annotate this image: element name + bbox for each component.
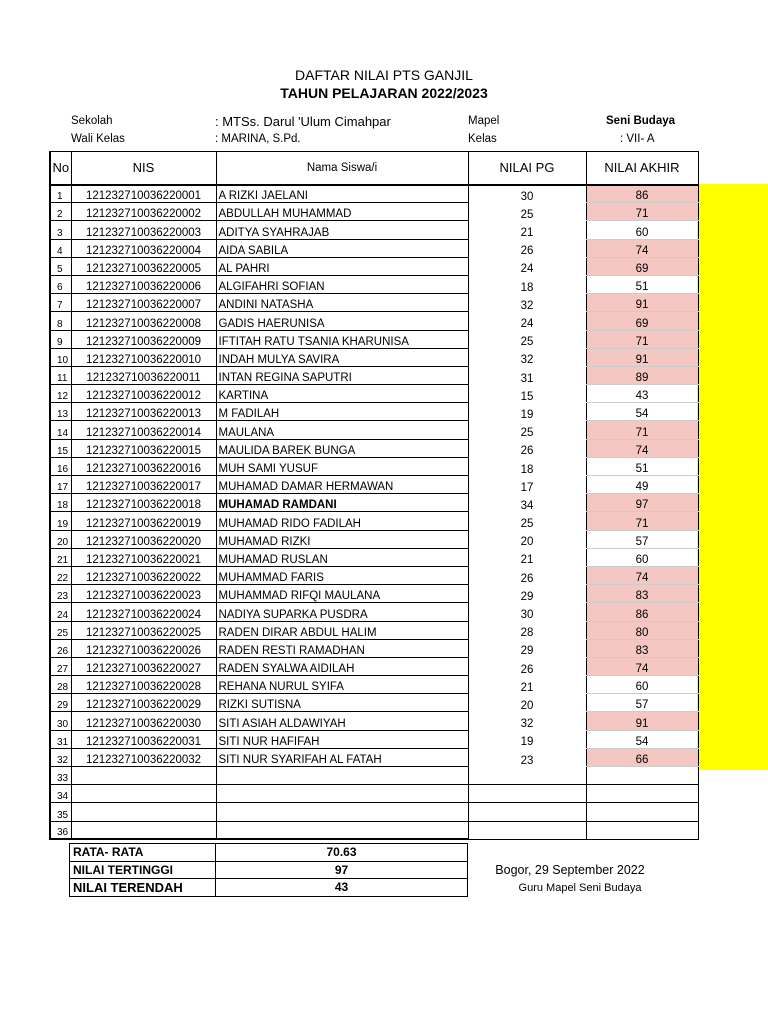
row-number: 32 xyxy=(50,748,71,766)
header-no: No xyxy=(50,152,71,185)
student-nis: 121232710036220031 xyxy=(71,730,216,748)
nilai-akhir-value: 54 xyxy=(586,403,698,421)
table-row-empty xyxy=(50,767,698,785)
summary-row-terendah xyxy=(70,879,468,897)
student-nis: 121232710036220010 xyxy=(71,348,216,366)
table-row xyxy=(50,476,698,494)
grades-body xyxy=(50,185,698,840)
table-row xyxy=(50,621,698,639)
table-row xyxy=(50,730,698,748)
nilai-pg-value: 32 xyxy=(468,348,586,366)
table-row xyxy=(50,512,698,530)
nilai-tertinggi-value: 97 xyxy=(216,861,468,879)
signature-place-date: Bogor, 29 September 2022 xyxy=(495,863,645,877)
table-row xyxy=(50,294,698,312)
row-number: 24 xyxy=(50,603,71,621)
row-number: 11 xyxy=(50,366,71,384)
table-row xyxy=(50,312,698,330)
student-name xyxy=(216,785,468,803)
student-nis: 121232710036220027 xyxy=(71,657,216,675)
table-row xyxy=(50,203,698,221)
student-name: MUHAMAD RIZKI xyxy=(216,530,468,548)
nilai-akhir-value xyxy=(586,821,698,839)
table-row xyxy=(50,457,698,475)
nilai-akhir-value: 91 xyxy=(586,712,698,730)
student-nis: 121232710036220004 xyxy=(71,239,216,257)
nilai-pg-value: 28 xyxy=(468,621,586,639)
student-nis: 121232710036220026 xyxy=(71,639,216,657)
nilai-akhir-value: 71 xyxy=(586,330,698,348)
nilai-akhir-value: 89 xyxy=(586,366,698,384)
student-nis: 121232710036220020 xyxy=(71,530,216,548)
nilai-akhir-value: 66 xyxy=(586,748,698,766)
nilai-pg-value: 18 xyxy=(468,457,586,475)
nilai-akhir-value: 54 xyxy=(586,730,698,748)
row-number: 5 xyxy=(50,257,71,275)
mapel-value: Seni Budaya xyxy=(606,115,676,127)
row-number: 2 xyxy=(50,203,71,221)
nilai-akhir-value: 71 xyxy=(586,512,698,530)
nilai-pg-value: 30 xyxy=(468,603,586,621)
nilai-pg-value: 29 xyxy=(468,639,586,657)
table-row xyxy=(50,439,698,457)
student-name: MUHAMAD RIDO FADILAH xyxy=(216,512,468,530)
nilai-terendah-label: NILAI TERENDAH xyxy=(70,879,216,897)
student-nis: 121232710036220025 xyxy=(71,621,216,639)
row-number: 1 xyxy=(50,185,71,203)
sekolah-value: : MTSs. Darul 'Ulum Cimahpar xyxy=(215,114,391,129)
student-nis xyxy=(71,803,216,821)
student-nis: 121232710036220013 xyxy=(71,403,216,421)
student-nis: 121232710036220006 xyxy=(71,275,216,293)
student-nis: 121232710036220009 xyxy=(71,330,216,348)
student-name: M FADILAH xyxy=(216,403,468,421)
row-number: 23 xyxy=(50,585,71,603)
header-nilai-pg: NILAI PG xyxy=(468,152,586,185)
table-row xyxy=(50,639,698,657)
nilai-akhir-value: 57 xyxy=(586,530,698,548)
student-name: AL PAHRI xyxy=(216,257,468,275)
student-name: MAULANA xyxy=(216,421,468,439)
nilai-akhir-value: 74 xyxy=(586,657,698,675)
row-number: 16 xyxy=(50,457,71,475)
table-header-row xyxy=(50,152,698,185)
student-name: MUHAMMAD RIFQI MAULANA xyxy=(216,585,468,603)
student-name: MUHAMAD DAMAR HERMAWAN xyxy=(216,476,468,494)
row-number: 18 xyxy=(50,494,71,512)
nilai-tertinggi-label: NILAI TERTINGGI xyxy=(70,861,216,879)
student-name: REHANA NURUL SYIFA xyxy=(216,676,468,694)
student-nis: 121232710036220002 xyxy=(71,203,216,221)
row-number: 15 xyxy=(50,439,71,457)
row-number: 19 xyxy=(50,512,71,530)
rata-rata-value: 70.63 xyxy=(216,844,468,862)
table-row xyxy=(50,275,698,293)
student-nis: 121232710036220030 xyxy=(71,712,216,730)
nilai-pg-value: 19 xyxy=(468,403,586,421)
student-name: AIDA SABILA xyxy=(216,239,468,257)
table-row xyxy=(50,330,698,348)
student-name: SITI NUR SYARIFAH AL FATAH xyxy=(216,748,468,766)
yellow-highlight-block xyxy=(697,184,768,770)
row-number: 29 xyxy=(50,694,71,712)
student-nis: 121232710036220011 xyxy=(71,366,216,384)
row-number: 35 xyxy=(50,803,71,821)
row-number: 30 xyxy=(50,712,71,730)
row-number: 28 xyxy=(50,676,71,694)
nilai-pg-value: 26 xyxy=(468,239,586,257)
row-number: 27 xyxy=(50,657,71,675)
student-name: INTAN REGINA SAPUTRI xyxy=(216,366,468,384)
row-number: 25 xyxy=(50,621,71,639)
table-row xyxy=(50,748,698,766)
student-name xyxy=(216,821,468,839)
nilai-pg-value: 24 xyxy=(468,257,586,275)
student-name: INDAH MULYA SAVIRA xyxy=(216,348,468,366)
table-row xyxy=(50,185,698,203)
student-nis: 121232710036220029 xyxy=(71,694,216,712)
row-number: 20 xyxy=(50,530,71,548)
student-name: SITI ASIAH ALDAWIYAH xyxy=(216,712,468,730)
nilai-akhir-value: 91 xyxy=(586,294,698,312)
row-number: 21 xyxy=(50,548,71,566)
nilai-akhir-value: 49 xyxy=(586,476,698,494)
kelas-label: Kelas xyxy=(468,133,497,145)
nilai-akhir-value xyxy=(586,767,698,785)
row-number: 36 xyxy=(50,821,71,839)
nilai-akhir-value: 60 xyxy=(586,676,698,694)
student-nis: 121232710036220001 xyxy=(71,185,216,203)
table-row xyxy=(50,694,698,712)
nilai-akhir-value xyxy=(586,785,698,803)
nilai-pg-value: 17 xyxy=(468,476,586,494)
nilai-akhir-value: 83 xyxy=(586,639,698,657)
nilai-akhir-value: 69 xyxy=(586,257,698,275)
table-row xyxy=(50,530,698,548)
grades-table xyxy=(49,151,699,840)
student-name: MUHAMAD RAMDANI xyxy=(216,494,468,512)
student-name: KARTINA xyxy=(216,385,468,403)
student-nis: 121232710036220017 xyxy=(71,476,216,494)
table-row xyxy=(50,366,698,384)
row-number: 12 xyxy=(50,385,71,403)
row-number: 7 xyxy=(50,294,71,312)
header-nilai-akhir: NILAI AKHIR xyxy=(586,152,698,185)
student-name: ABDULLAH MUHAMMAD xyxy=(216,203,468,221)
nilai-akhir-value: 83 xyxy=(586,585,698,603)
table-row-empty xyxy=(50,821,698,839)
student-nis xyxy=(71,767,216,785)
nilai-pg-value xyxy=(468,803,586,821)
student-name: RIZKI SUTISNA xyxy=(216,694,468,712)
nilai-pg-value: 32 xyxy=(468,294,586,312)
document-title: DAFTAR NILAI PTS GANJIL xyxy=(295,67,473,83)
student-name: MUH SAMI YUSUF xyxy=(216,457,468,475)
student-name: ANDINI NATASHA xyxy=(216,294,468,312)
nilai-pg-value: 26 xyxy=(468,657,586,675)
summary-table xyxy=(69,843,468,897)
table-row xyxy=(50,348,698,366)
nilai-akhir-value: 74 xyxy=(586,239,698,257)
row-number: 10 xyxy=(50,348,71,366)
student-name xyxy=(216,767,468,785)
student-name: RADEN RESTI RAMADHAN xyxy=(216,639,468,657)
table-row xyxy=(50,239,698,257)
table-row xyxy=(50,712,698,730)
nilai-pg-value xyxy=(468,821,586,839)
nilai-akhir-value: 80 xyxy=(586,621,698,639)
student-name: A RIZKI JAELANI xyxy=(216,185,468,203)
student-nis: 121232710036220003 xyxy=(71,221,216,239)
nilai-akhir-value: 91 xyxy=(586,348,698,366)
nilai-pg-value: 30 xyxy=(468,185,586,203)
row-number: 8 xyxy=(50,312,71,330)
table-row-empty xyxy=(50,785,698,803)
row-number: 34 xyxy=(50,785,71,803)
nilai-akhir-value: 97 xyxy=(586,494,698,512)
student-name: RADEN DIRAR ABDUL HALIM xyxy=(216,621,468,639)
nilai-pg-value: 21 xyxy=(468,676,586,694)
nilai-pg-value: 32 xyxy=(468,712,586,730)
row-number: 22 xyxy=(50,566,71,584)
student-name: IFTITAH RATU TSANIA KHARUNISA xyxy=(216,330,468,348)
header-nis: NIS xyxy=(71,152,216,185)
student-name: ADITYA SYAHRAJAB xyxy=(216,221,468,239)
student-name xyxy=(216,803,468,821)
nilai-pg-value: 21 xyxy=(468,221,586,239)
header-nama: Nama Siswa/i xyxy=(216,152,468,185)
row-number: 9 xyxy=(50,330,71,348)
nilai-akhir-value: 71 xyxy=(586,421,698,439)
row-number: 13 xyxy=(50,403,71,421)
nilai-pg-value: 20 xyxy=(468,694,586,712)
kelas-value: : VII- A xyxy=(620,133,655,145)
row-number: 31 xyxy=(50,730,71,748)
student-name: MAULIDA BAREK BUNGA xyxy=(216,439,468,457)
nilai-pg-value: 24 xyxy=(468,312,586,330)
student-nis: 121232710036220008 xyxy=(71,312,216,330)
table-row xyxy=(50,585,698,603)
row-number: 17 xyxy=(50,476,71,494)
nilai-pg-value: 20 xyxy=(468,530,586,548)
signature-role: Guru Mapel Seni Budaya xyxy=(518,882,642,894)
student-nis xyxy=(71,821,216,839)
wali-kelas-value: : MARINA, S.Pd. xyxy=(215,133,301,145)
table-row xyxy=(50,548,698,566)
student-nis: 121232710036220024 xyxy=(71,603,216,621)
student-nis: 121232710036220005 xyxy=(71,257,216,275)
summary-row-rata xyxy=(70,844,468,862)
nilai-pg-value: 25 xyxy=(468,421,586,439)
wali-kelas-label: Wali Kelas xyxy=(71,133,125,145)
table-row-empty xyxy=(50,803,698,821)
mapel-label: Mapel xyxy=(468,115,500,127)
student-nis: 121232710036220007 xyxy=(71,294,216,312)
nilai-terendah-value: 43 xyxy=(216,879,468,897)
nilai-akhir-value: 74 xyxy=(586,439,698,457)
table-row xyxy=(50,403,698,421)
row-number: 26 xyxy=(50,639,71,657)
nilai-pg-value: 25 xyxy=(468,203,586,221)
document-subtitle: TAHUN PELAJARAN 2022/2023 xyxy=(280,85,488,101)
nilai-pg-value: 26 xyxy=(468,439,586,457)
student-name: MUHAMAD RUSLAN xyxy=(216,548,468,566)
nilai-pg-value: 34 xyxy=(468,494,586,512)
student-nis: 121232710036220015 xyxy=(71,439,216,457)
nilai-akhir-value: 86 xyxy=(586,603,698,621)
student-nis: 121232710036220028 xyxy=(71,676,216,694)
table-row xyxy=(50,221,698,239)
nilai-akhir-value: 71 xyxy=(586,203,698,221)
student-nis: 121232710036220021 xyxy=(71,548,216,566)
row-number: 33 xyxy=(50,767,71,785)
nilai-akhir-value: 74 xyxy=(586,566,698,584)
nilai-pg-value: 19 xyxy=(468,730,586,748)
table-row xyxy=(50,676,698,694)
row-number: 3 xyxy=(50,221,71,239)
nilai-pg-value: 25 xyxy=(468,512,586,530)
table-row xyxy=(50,257,698,275)
nilai-pg-value: 29 xyxy=(468,585,586,603)
table-row xyxy=(50,566,698,584)
student-nis: 121232710036220019 xyxy=(71,512,216,530)
student-nis: 121232710036220023 xyxy=(71,585,216,603)
nilai-akhir-value: 51 xyxy=(586,275,698,293)
row-number: 6 xyxy=(50,275,71,293)
nilai-akhir-value: 51 xyxy=(586,457,698,475)
nilai-pg-value xyxy=(468,767,586,785)
student-nis: 121232710036220022 xyxy=(71,566,216,584)
student-nis: 121232710036220032 xyxy=(71,748,216,766)
student-name: SITI NUR HAFIFAH xyxy=(216,730,468,748)
row-number: 4 xyxy=(50,239,71,257)
nilai-pg-value: 31 xyxy=(468,366,586,384)
nilai-pg-value: 23 xyxy=(468,748,586,766)
table-row xyxy=(50,603,698,621)
student-name: NADIYA SUPARKA PUSDRA xyxy=(216,603,468,621)
nilai-pg-value xyxy=(468,785,586,803)
nilai-akhir-value: 60 xyxy=(586,548,698,566)
student-nis: 121232710036220018 xyxy=(71,494,216,512)
nilai-akhir-value: 69 xyxy=(586,312,698,330)
student-name: RADEN SYALWA AIDILAH xyxy=(216,657,468,675)
rata-rata-label: RATA- RATA xyxy=(70,844,216,862)
sekolah-label: Sekolah xyxy=(71,115,113,127)
row-number: 14 xyxy=(50,421,71,439)
table-row xyxy=(50,421,698,439)
student-nis: 121232710036220014 xyxy=(71,421,216,439)
student-name: GADIS HAERUNISA xyxy=(216,312,468,330)
student-nis xyxy=(71,785,216,803)
nilai-pg-value: 21 xyxy=(468,548,586,566)
nilai-pg-value: 15 xyxy=(468,385,586,403)
summary-row-tertinggi xyxy=(70,861,468,879)
nilai-akhir-value: 86 xyxy=(586,185,698,203)
nilai-akhir-value xyxy=(586,803,698,821)
student-nis: 121232710036220016 xyxy=(71,457,216,475)
student-nis: 121232710036220012 xyxy=(71,385,216,403)
student-name: ALGIFAHRI SOFIAN xyxy=(216,275,468,293)
student-name: MUHAMMAD FARIS xyxy=(216,566,468,584)
nilai-pg-value: 18 xyxy=(468,275,586,293)
nilai-pg-value: 25 xyxy=(468,330,586,348)
table-row xyxy=(50,385,698,403)
table-row xyxy=(50,494,698,512)
nilai-akhir-value: 43 xyxy=(586,385,698,403)
table-row xyxy=(50,657,698,675)
nilai-akhir-value: 57 xyxy=(586,694,698,712)
nilai-akhir-value: 60 xyxy=(586,221,698,239)
nilai-pg-value: 26 xyxy=(468,566,586,584)
